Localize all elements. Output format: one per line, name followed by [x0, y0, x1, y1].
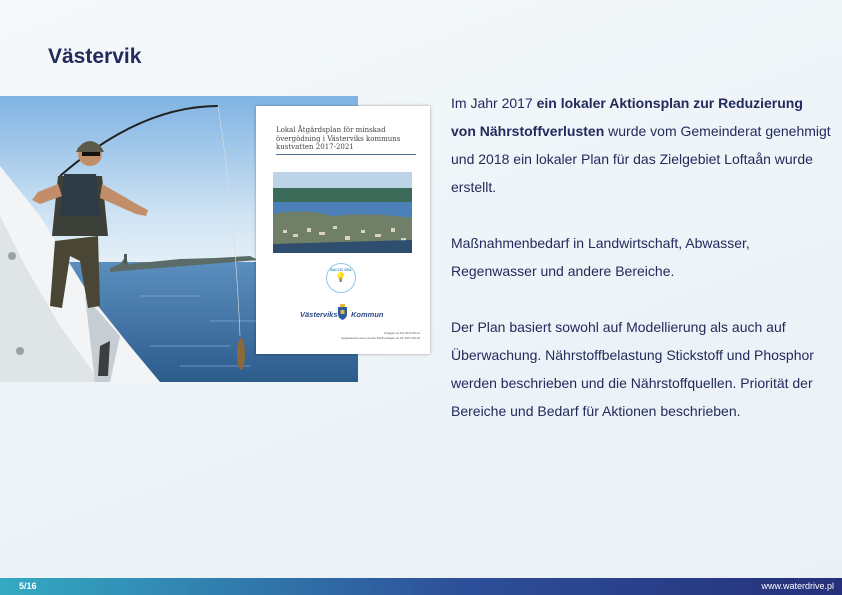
cover-footnote [300, 331, 420, 340]
lightbulb-icon: 💡 [335, 271, 347, 282]
paragraph-1-highlight: ein lokaler Aktionsplan zur Reduzierung von Nährstoffverlusten [451, 95, 803, 139]
cover-aerial-image [273, 172, 412, 253]
baltic-sea-badge [326, 263, 356, 293]
cover-footnote-line1: Antagen av KS 2017-05-11 [384, 331, 420, 335]
logo-text-vasterviks: Västerviks [300, 310, 338, 319]
logo-text-kommun: Kommun [351, 310, 384, 319]
cover-title: Lokal Åtgärdsplan för minskad övergödning i Västerviks kommuns kustvatten 2017-2021 [276, 126, 416, 155]
footer-bar [0, 578, 842, 595]
paragraph-1-rest: wurde vom Gemeinderat genehmigt und 2018 ein lokaler Plan für das Zielgebiet Loftaån wurde erstellt. [451, 123, 831, 195]
page-number: 5/16 [19, 581, 37, 591]
page-title: Västervik [48, 45, 142, 68]
body-text [451, 89, 831, 453]
paragraph-1 [451, 89, 831, 201]
website-link[interactable]: www.waterdrive.pl [761, 581, 834, 591]
paragraph-1-intro: Im Jahr 2017 [451, 95, 537, 111]
cover-footnote-line2: Uppdaterad med en Foton 2018 antagen av KF 2017-06-19 [340, 335, 420, 340]
coat-of-arms-icon [337, 304, 348, 320]
action-plan-cover [256, 106, 430, 354]
badge-label: BALTIC SEA [330, 268, 352, 272]
paragraph-3: Der Plan basiert sowohl auf Modellierung als auch auf Überwachung. Nährstoffbelastung Stickstoff und Phosphor werden beschrieben und die Nährstoffquellen. Priorität der Bereiche und Bedarf für Aktionen beschrieben. [451, 319, 814, 419]
paragraph-2: Maßnahmenbedarf in Landwirtschaft, Abwasser, Regenwasser und andere Bereiche. [451, 235, 750, 279]
